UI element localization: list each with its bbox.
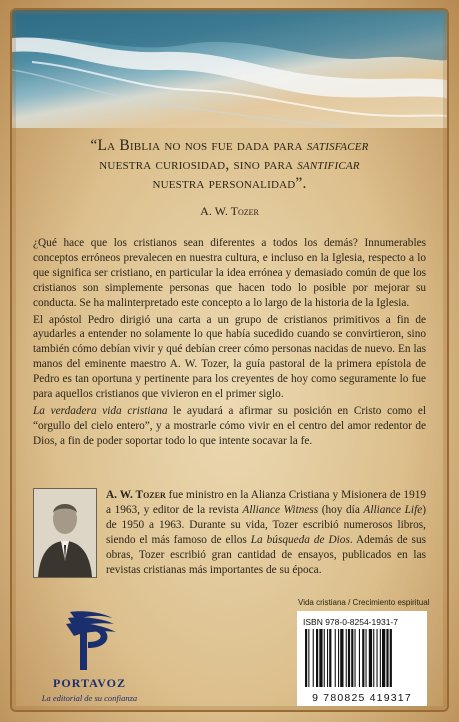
quote-emphasis: satisfacer — [306, 137, 369, 154]
description-paragraph: El apóstol Pedro dirigió una carta a un grupo de cristianos primitivos a fin de ayudarles a entender no solamente lo que había sucedido cuando se convirtieron, sino también cómo debían vivir y qué debían creer cómo personas nacidas de nuevo. En las manos del eminente maestro A. W. Tozer, la guía pastoral de la primera epístola de Pedro es tan oportuna y pertinente para los creyentes de hoy como seguramente lo fue para aquellos cristianos que vivieron en el primer siglo. — [33, 313, 426, 401]
description-text: le ayudará a afirmar su posición en Cristo como el “orgullo del cielo entero”, y a mostrarle cómo vivir en el centro del amor redentor de Dios, a fin de poder soportar todo lo que intente socavar la fe. — [33, 404, 427, 447]
barcode-number: 9 780825 419317 — [312, 692, 412, 704]
bio-text: fue ministro en la Alianza Cristiana y Misionera de 1919 a 1963, y editor de la revista — [106, 489, 427, 516]
quote-text: nuestra curiosidad, sino para — [99, 156, 298, 173]
book-description — [33, 236, 426, 449]
bio-text: ) de 1950 a 1963. Durante su vida, Tozer escribió numerosos libros, siendo el más famoso de ellos — [106, 503, 426, 546]
quote-line-1 — [32, 136, 427, 155]
barcode-bar — [369, 629, 372, 687]
author-bio — [106, 488, 426, 577]
barcode-bar — [382, 629, 385, 687]
barcode-bar — [362, 629, 364, 687]
book-title: La verdadera vida cristiana — [33, 404, 168, 417]
author-portrait-image — [34, 489, 96, 577]
barcode-panel — [297, 611, 427, 706]
barcode-bar — [335, 629, 336, 687]
category-label: Vida cristiana / Crecimiento espiritual — [298, 598, 430, 607]
barcode-bar — [380, 629, 381, 687]
bio-text: (hoy día — [318, 503, 364, 516]
barcode-bar — [359, 629, 360, 687]
barcode-bar — [324, 629, 325, 687]
publisher-name: PORTAVOZ — [53, 676, 126, 690]
barcode-bar — [377, 629, 378, 687]
barcode-bar — [305, 629, 307, 687]
barcode-bar — [390, 629, 392, 687]
barcode-bar — [373, 629, 374, 687]
magazine-title: Alliance Life — [363, 503, 423, 516]
bio-text: . Además de sus obras, Tozer escribió gran cantidad de ensayos, publicados en las revistas cristianas más importantes de su época. — [106, 533, 426, 576]
author-name: A. W. Tozer — [106, 489, 166, 501]
barcode-bar — [316, 629, 318, 687]
barcode-bar — [327, 629, 328, 687]
quote-emphasis: santificar — [297, 156, 360, 173]
barcode-bar — [386, 629, 388, 687]
description-paragraph — [33, 404, 426, 449]
barcode-bar — [319, 629, 322, 687]
barcode-bar — [313, 629, 314, 687]
barcode-bar — [338, 629, 339, 687]
barcode-bar — [355, 629, 356, 687]
barcode-bar — [308, 629, 309, 687]
barcode-bar — [346, 629, 347, 687]
pull-quote — [32, 136, 427, 193]
barcode-bar — [351, 629, 353, 687]
barcode-bar — [366, 629, 367, 687]
quote-text: “La Biblia no nos fue dada para — [90, 137, 307, 154]
publisher-tagline: La editorial de su confianza — [41, 693, 138, 703]
author-photo — [33, 488, 97, 578]
publisher-logo — [32, 604, 147, 712]
barcode-bar — [348, 629, 350, 687]
barcode-bar — [340, 629, 343, 687]
quote-line-2 — [32, 155, 427, 174]
beach-wave-illustration — [12, 10, 447, 128]
book-title: La búsqueda de Dios — [250, 533, 350, 546]
quote-author: A. W. Tozer — [200, 204, 259, 218]
magazine-title: Alliance Witness — [242, 503, 319, 516]
isbn-label: ISBN 978-0-8254-1931-7 — [303, 617, 398, 627]
barcode-bar — [329, 629, 331, 687]
beach-image — [12, 10, 447, 128]
portavoz-emblem-icon — [32, 604, 147, 676]
barcode-image — [301, 629, 423, 689]
quote-line-3: nuestra personalidad”. — [152, 175, 307, 192]
description-paragraph: ¿Qué hace que los cristianos sean diferentes a todos los demás? Innumerables conceptos erróneos prevalecen en nuestra cultura, e incluso en la Iglesia, respecto a lo que significa ser cristiano, en particular la idea errónea y demasiado común de que los cristianos son simplemente personas que hacen todo lo posible por mejorar su conducta. Se ha malinterpretado este concepto a lo largo de la historia de la Iglesia. — [33, 237, 426, 309]
